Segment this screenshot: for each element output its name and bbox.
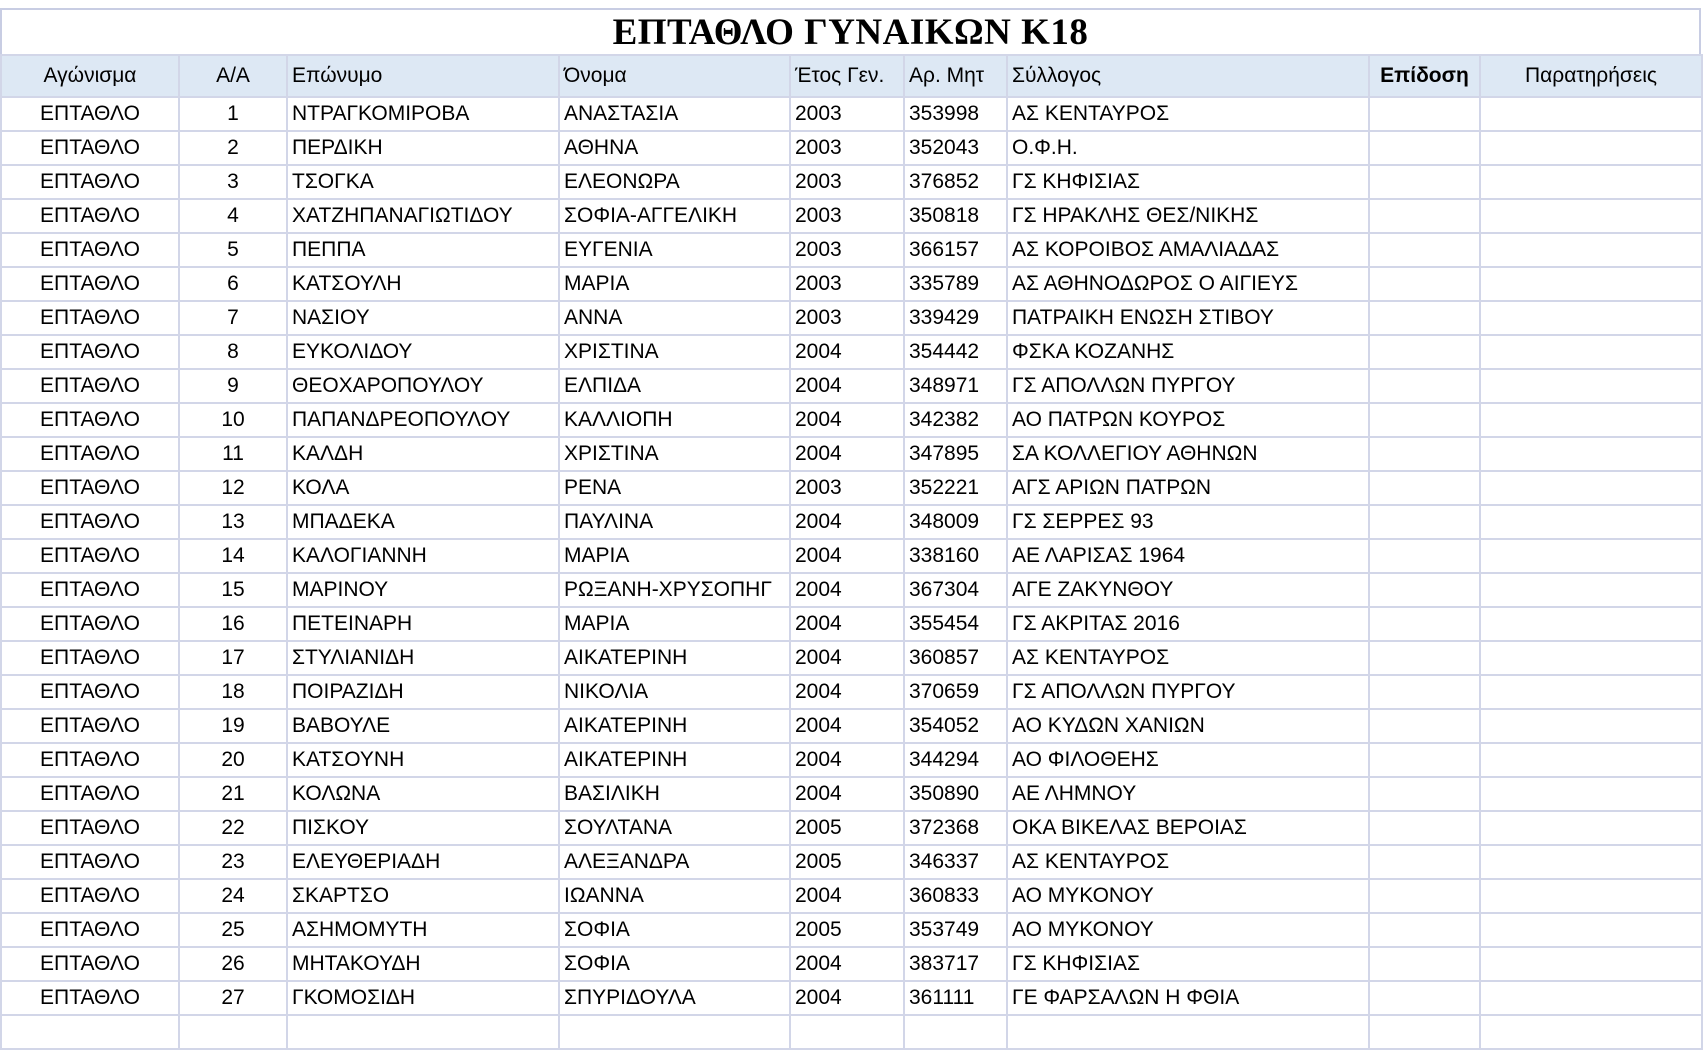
header-event[interactable]: Αγώνισμα bbox=[1, 55, 179, 97]
cell-notes[interactable] bbox=[1480, 505, 1702, 539]
cell-year[interactable]: 2004 bbox=[790, 947, 904, 981]
cell-club[interactable]: ΓΣ ΑΚΡΙΤΑΣ 2016 bbox=[1007, 607, 1369, 641]
cell-surname[interactable]: ΧΑΤΖΗΠΑΝΑΓΙΩΤΙΔΟΥ bbox=[287, 199, 559, 233]
cell-year[interactable]: 2004 bbox=[790, 879, 904, 913]
cell-notes[interactable] bbox=[1480, 641, 1702, 675]
cell-surname[interactable]: ΠΑΠΑΝΔΡΕΟΠΟΥΛΟΥ bbox=[287, 403, 559, 437]
cell-no[interactable]: 18 bbox=[179, 675, 287, 709]
table-row bbox=[1, 301, 1702, 335]
cell-event[interactable]: ΕΠΤΑΘΛΟ bbox=[1, 777, 179, 811]
cell-surname[interactable]: ΤΣΟΓΚΑ bbox=[287, 165, 559, 199]
table-row bbox=[1, 369, 1702, 403]
cell-notes[interactable] bbox=[1480, 335, 1702, 369]
cell-name[interactable]: ΑΝΝΑ bbox=[559, 301, 790, 335]
cell-result[interactable] bbox=[1369, 233, 1480, 267]
cell-no[interactable]: 11 bbox=[179, 437, 287, 471]
cell-name[interactable]: ΜΑΡΙΑ bbox=[559, 267, 790, 301]
cell-result[interactable] bbox=[1369, 709, 1480, 743]
cell-club[interactable]: ΓΕ ΦΑΡΣΑΛΩΝ Η ΦΘΙΑ bbox=[1007, 981, 1369, 1015]
cell-result[interactable] bbox=[1369, 369, 1480, 403]
cell-club[interactable]: ΑΟ ΚΥΔΩΝ ΧΑΝΙΩΝ bbox=[1007, 709, 1369, 743]
cell-reg[interactable]: 344294 bbox=[904, 743, 1007, 777]
cell-club[interactable]: ΠΑΤΡΑΙΚΗ ΕΝΩΣΗ ΣΤΙΒΟΥ bbox=[1007, 301, 1369, 335]
cell-name[interactable] bbox=[559, 1015, 790, 1049]
cell-year[interactable]: 2004 bbox=[790, 777, 904, 811]
cell-event[interactable]: ΕΠΤΑΘΛΟ bbox=[1, 199, 179, 233]
cell-surname[interactable]: ΝΑΣΙΟΥ bbox=[287, 301, 559, 335]
cell-club[interactable]: ΑΟ ΜΥΚΟΝΟΥ bbox=[1007, 879, 1369, 913]
cell-no[interactable]: 8 bbox=[179, 335, 287, 369]
cell-surname[interactable]: ΚΑΛΔΗ bbox=[287, 437, 559, 471]
cell-event[interactable]: ΕΠΤΑΘΛΟ bbox=[1, 301, 179, 335]
cell-result[interactable] bbox=[1369, 913, 1480, 947]
cell-club[interactable]: ΓΣ ΚΗΦΙΣΙΑΣ bbox=[1007, 947, 1369, 981]
cell-name[interactable]: ΧΡΙΣΤΙΝΑ bbox=[559, 437, 790, 471]
cell-notes[interactable] bbox=[1480, 913, 1702, 947]
cell-reg[interactable]: 350818 bbox=[904, 199, 1007, 233]
cell-club[interactable]: ΑΓΣ ΑΡΙΩΝ ΠΑΤΡΩΝ bbox=[1007, 471, 1369, 505]
cell-notes[interactable] bbox=[1480, 267, 1702, 301]
cell-event[interactable]: ΕΠΤΑΘΛΟ bbox=[1, 743, 179, 777]
cell-surname[interactable]: ΠΟΙΡΑΖΙΔΗ bbox=[287, 675, 559, 709]
cell-notes[interactable] bbox=[1480, 539, 1702, 573]
cell-result[interactable] bbox=[1369, 335, 1480, 369]
cell-surname[interactable]: ΑΣΗΜΟΜΥΤΗ bbox=[287, 913, 559, 947]
table-row bbox=[1, 913, 1702, 947]
table-row bbox=[1, 1015, 1702, 1049]
cell-year[interactable]: 2003 bbox=[790, 471, 904, 505]
table-row bbox=[1, 539, 1702, 573]
cell-surname[interactable]: ΓΚΟΜΟΣΙΔΗ bbox=[287, 981, 559, 1015]
cell-surname[interactable]: ΚΑΤΣΟΥΝΗ bbox=[287, 743, 559, 777]
cell-notes[interactable] bbox=[1480, 777, 1702, 811]
cell-notes[interactable] bbox=[1480, 199, 1702, 233]
sheet-title[interactable]: ΕΠΤΑΘΛΟ ΓΥΝΑΙΚΩΝ Κ18 bbox=[0, 8, 1701, 54]
cell-event[interactable]: ΕΠΤΑΘΛΟ bbox=[1, 845, 179, 879]
cell-name[interactable]: ΣΠΥΡΙΔΟΥΛΑ bbox=[559, 981, 790, 1015]
cell-surname[interactable]: ΚΟΛΩΝΑ bbox=[287, 777, 559, 811]
cell-no[interactable]: 16 bbox=[179, 607, 287, 641]
cell-name[interactable]: ΧΡΙΣΤΙΝΑ bbox=[559, 335, 790, 369]
cell-notes[interactable] bbox=[1480, 471, 1702, 505]
cell-name[interactable]: ΡΕΝΑ bbox=[559, 471, 790, 505]
cell-year[interactable]: 2005 bbox=[790, 913, 904, 947]
cell-year[interactable]: 2003 bbox=[790, 301, 904, 335]
cell-name[interactable]: ΕΛΠΙΔΑ bbox=[559, 369, 790, 403]
cell-no[interactable]: 5 bbox=[179, 233, 287, 267]
table-row bbox=[1, 879, 1702, 913]
cell-year[interactable]: 2004 bbox=[790, 675, 904, 709]
cell-event[interactable]: ΕΠΤΑΘΛΟ bbox=[1, 335, 179, 369]
table-row bbox=[1, 573, 1702, 607]
cell-name[interactable]: ΜΑΡΙΑ bbox=[559, 607, 790, 641]
cell-name[interactable]: ΚΑΛΛΙΟΠΗ bbox=[559, 403, 790, 437]
cell-notes[interactable] bbox=[1480, 97, 1702, 131]
cell-notes[interactable] bbox=[1480, 1015, 1702, 1049]
cell-name[interactable]: ΣΟΦΙΑ bbox=[559, 947, 790, 981]
cell-notes[interactable] bbox=[1480, 743, 1702, 777]
cell-no[interactable]: 12 bbox=[179, 471, 287, 505]
cell-no[interactable]: 13 bbox=[179, 505, 287, 539]
table-row bbox=[1, 981, 1702, 1015]
cell-club[interactable]: ΑΟ ΦΙΛΟΘΕΗΣ bbox=[1007, 743, 1369, 777]
cell-reg[interactable]: 370659 bbox=[904, 675, 1007, 709]
cell-reg[interactable]: 335789 bbox=[904, 267, 1007, 301]
cell-notes[interactable] bbox=[1480, 165, 1702, 199]
cell-event[interactable]: ΕΠΤΑΘΛΟ bbox=[1, 471, 179, 505]
cell-no[interactable]: 26 bbox=[179, 947, 287, 981]
cell-no[interactable]: 27 bbox=[179, 981, 287, 1015]
cell-result[interactable] bbox=[1369, 505, 1480, 539]
cell-result[interactable] bbox=[1369, 675, 1480, 709]
header-no[interactable]: Α/Α bbox=[179, 55, 287, 97]
cell-surname[interactable]: ΕΥΚΟΛΙΔΟΥ bbox=[287, 335, 559, 369]
header-name[interactable]: Όνομα bbox=[559, 55, 790, 97]
cell-reg[interactable]: 360833 bbox=[904, 879, 1007, 913]
cell-no[interactable]: 15 bbox=[179, 573, 287, 607]
table-row bbox=[1, 97, 1702, 131]
cell-surname[interactable]: ΠΕΠΠΑ bbox=[287, 233, 559, 267]
header-reg[interactable]: Αρ. Μητ bbox=[904, 55, 1007, 97]
cell-notes[interactable] bbox=[1480, 301, 1702, 335]
cell-club[interactable]: ΓΣ ΣΕΡΡΕΣ 93 bbox=[1007, 505, 1369, 539]
cell-event[interactable]: ΕΠΤΑΘΛΟ bbox=[1, 709, 179, 743]
cell-reg[interactable]: 367304 bbox=[904, 573, 1007, 607]
cell-reg[interactable]: 348009 bbox=[904, 505, 1007, 539]
cell-notes[interactable] bbox=[1480, 573, 1702, 607]
cell-event[interactable]: ΕΠΤΑΘΛΟ bbox=[1, 437, 179, 471]
cell-year[interactable]: 2004 bbox=[790, 437, 904, 471]
cell-result[interactable] bbox=[1369, 267, 1480, 301]
cell-reg[interactable]: 352043 bbox=[904, 131, 1007, 165]
cell-notes[interactable] bbox=[1480, 675, 1702, 709]
cell-result[interactable] bbox=[1369, 131, 1480, 165]
cell-surname[interactable] bbox=[287, 1015, 559, 1049]
table-row bbox=[1, 641, 1702, 675]
entries-table bbox=[0, 54, 1703, 1050]
cell-no[interactable]: 10 bbox=[179, 403, 287, 437]
cell-notes[interactable] bbox=[1480, 947, 1702, 981]
cell-year[interactable]: 2004 bbox=[790, 335, 904, 369]
table-row bbox=[1, 505, 1702, 539]
cell-notes[interactable] bbox=[1480, 403, 1702, 437]
cell-name[interactable]: ΒΑΣΙΛΙΚΗ bbox=[559, 777, 790, 811]
table-row bbox=[1, 267, 1702, 301]
cell-name[interactable]: ΑΛΕΞΑΝΔΡΑ bbox=[559, 845, 790, 879]
cell-club[interactable]: ΓΣ ΗΡΑΚΛΗΣ ΘΕΣ/ΝΙΚΗΣ bbox=[1007, 199, 1369, 233]
cell-club[interactable]: ΑΓΕ ΖΑΚΥΝΘΟΥ bbox=[1007, 573, 1369, 607]
cell-result[interactable] bbox=[1369, 403, 1480, 437]
cell-surname[interactable]: ΚΟΛΑ bbox=[287, 471, 559, 505]
cell-notes[interactable] bbox=[1480, 981, 1702, 1015]
cell-reg[interactable]: 366157 bbox=[904, 233, 1007, 267]
cell-no[interactable]: 20 bbox=[179, 743, 287, 777]
cell-event[interactable]: ΕΠΤΑΘΛΟ bbox=[1, 369, 179, 403]
cell-club[interactable]: ΑΟ ΜΥΚΟΝΟΥ bbox=[1007, 913, 1369, 947]
cell-name[interactable]: ΠΑΥΛΙΝΑ bbox=[559, 505, 790, 539]
cell-result[interactable] bbox=[1369, 471, 1480, 505]
cell-result[interactable] bbox=[1369, 811, 1480, 845]
cell-notes[interactable] bbox=[1480, 131, 1702, 165]
cell-notes[interactable] bbox=[1480, 811, 1702, 845]
cell-event[interactable]: ΕΠΤΑΘΛΟ bbox=[1, 607, 179, 641]
header-year[interactable]: Έτος Γεν. bbox=[790, 55, 904, 97]
table-row bbox=[1, 845, 1702, 879]
cell-club[interactable]: ΟΚΑ ΒΙΚΕΛΑΣ ΒΕΡΟΙΑΣ bbox=[1007, 811, 1369, 845]
cell-no[interactable]: 7 bbox=[179, 301, 287, 335]
cell-event[interactable]: ΕΠΤΑΘΛΟ bbox=[1, 913, 179, 947]
cell-result[interactable] bbox=[1369, 743, 1480, 777]
cell-surname[interactable]: ΜΠΑΔΕΚΑ bbox=[287, 505, 559, 539]
cell-notes[interactable] bbox=[1480, 709, 1702, 743]
cell-reg[interactable]: 352221 bbox=[904, 471, 1007, 505]
cell-surname[interactable]: ΘΕΟΧΑΡΟΠΟΥΛΟΥ bbox=[287, 369, 559, 403]
cell-no[interactable]: 24 bbox=[179, 879, 287, 913]
cell-year[interactable]: 2003 bbox=[790, 165, 904, 199]
cell-event[interactable]: ΕΠΤΑΘΛΟ bbox=[1, 573, 179, 607]
cell-name[interactable]: ΑΙΚΑΤΕΡΙΝΗ bbox=[559, 709, 790, 743]
cell-notes[interactable] bbox=[1480, 845, 1702, 879]
table-row bbox=[1, 709, 1702, 743]
table-row bbox=[1, 437, 1702, 471]
cell-club[interactable]: ΑΕ ΛΑΡΙΣΑΣ 1964 bbox=[1007, 539, 1369, 573]
cell-notes[interactable] bbox=[1480, 437, 1702, 471]
cell-result[interactable] bbox=[1369, 947, 1480, 981]
header-result[interactable]: Επίδοση bbox=[1369, 55, 1480, 97]
cell-club[interactable] bbox=[1007, 1015, 1369, 1049]
cell-notes[interactable] bbox=[1480, 607, 1702, 641]
cell-reg[interactable]: 348971 bbox=[904, 369, 1007, 403]
cell-year[interactable]: 2003 bbox=[790, 199, 904, 233]
cell-no[interactable]: 14 bbox=[179, 539, 287, 573]
cell-notes[interactable] bbox=[1480, 369, 1702, 403]
cell-result[interactable] bbox=[1369, 1015, 1480, 1049]
table-row bbox=[1, 777, 1702, 811]
cell-event[interactable]: ΕΠΤΑΘΛΟ bbox=[1, 267, 179, 301]
cell-surname[interactable]: ΕΛΕΥΘΕΡΙΑΔΗ bbox=[287, 845, 559, 879]
cell-year[interactable]: 2005 bbox=[790, 811, 904, 845]
cell-year[interactable]: 2004 bbox=[790, 403, 904, 437]
cell-no[interactable]: 25 bbox=[179, 913, 287, 947]
cell-name[interactable]: ΣΟΦΙΑ-ΑΓΓΕΛΙΚΗ bbox=[559, 199, 790, 233]
cell-event[interactable]: ΕΠΤΑΘΛΟ bbox=[1, 165, 179, 199]
cell-reg[interactable]: 353749 bbox=[904, 913, 1007, 947]
cell-reg[interactable] bbox=[904, 1015, 1007, 1049]
cell-year[interactable]: 2004 bbox=[790, 539, 904, 573]
cell-result[interactable] bbox=[1369, 199, 1480, 233]
cell-notes[interactable] bbox=[1480, 879, 1702, 913]
cell-result[interactable] bbox=[1369, 777, 1480, 811]
cell-event[interactable]: ΕΠΤΑΘΛΟ bbox=[1, 879, 179, 913]
cell-result[interactable] bbox=[1369, 301, 1480, 335]
cell-reg[interactable]: 342382 bbox=[904, 403, 1007, 437]
cell-result[interactable] bbox=[1369, 641, 1480, 675]
cell-surname[interactable]: ΜΑΡΙΝΟΥ bbox=[287, 573, 559, 607]
cell-surname[interactable]: ΣΤΥΛΙΑΝΙΔΗ bbox=[287, 641, 559, 675]
cell-no[interactable]: 1 bbox=[179, 97, 287, 131]
cell-event[interactable]: ΕΠΤΑΘΛΟ bbox=[1, 811, 179, 845]
cell-surname[interactable]: ΝΤΡΑΓΚΟΜΙΡΟΒΑ bbox=[287, 97, 559, 131]
cell-event[interactable]: ΕΠΤΑΘΛΟ bbox=[1, 539, 179, 573]
cell-reg[interactable]: 376852 bbox=[904, 165, 1007, 199]
cell-event[interactable] bbox=[1, 1015, 179, 1049]
cell-surname[interactable]: ΜΗΤΑΚΟΥΔΗ bbox=[287, 947, 559, 981]
cell-no[interactable]: 2 bbox=[179, 131, 287, 165]
header-notes[interactable]: Παρατηρήσεις bbox=[1480, 55, 1702, 97]
cell-name[interactable]: ΕΥΓΕΝΙΑ bbox=[559, 233, 790, 267]
cell-no[interactable]: 19 bbox=[179, 709, 287, 743]
cell-result[interactable] bbox=[1369, 165, 1480, 199]
cell-no[interactable]: 22 bbox=[179, 811, 287, 845]
cell-result[interactable] bbox=[1369, 879, 1480, 913]
cell-year[interactable]: 2004 bbox=[790, 607, 904, 641]
cell-club[interactable]: ΑΟ ΠΑΤΡΩΝ ΚΟΥΡΟΣ bbox=[1007, 403, 1369, 437]
cell-no[interactable]: 6 bbox=[179, 267, 287, 301]
cell-surname[interactable]: ΠΕΡΔΙΚΗ bbox=[287, 131, 559, 165]
cell-club[interactable]: ΑΣ ΚΕΝΤΑΥΡΟΣ bbox=[1007, 641, 1369, 675]
cell-year[interactable]: 2004 bbox=[790, 641, 904, 675]
table-row bbox=[1, 743, 1702, 777]
cell-year[interactable]: 2004 bbox=[790, 981, 904, 1015]
cell-year[interactable] bbox=[790, 1015, 904, 1049]
table-row bbox=[1, 335, 1702, 369]
cell-club[interactable]: ΑΣ ΚΟΡΟΙΒΟΣ ΑΜΑΛΙΑΔΑΣ bbox=[1007, 233, 1369, 267]
table-row bbox=[1, 607, 1702, 641]
cell-surname[interactable]: ΣΚΑΡΤΣΟ bbox=[287, 879, 559, 913]
cell-name[interactable]: ΑΙΚΑΤΕΡΙΝΗ bbox=[559, 743, 790, 777]
header-surname[interactable]: Επώνυμο bbox=[287, 55, 559, 97]
cell-name[interactable]: ΑΙΚΑΤΕΡΙΝΗ bbox=[559, 641, 790, 675]
table-row bbox=[1, 403, 1702, 437]
cell-notes[interactable] bbox=[1480, 233, 1702, 267]
cell-result[interactable] bbox=[1369, 981, 1480, 1015]
cell-name[interactable]: ΣΟΥΛΤΑΝΑ bbox=[559, 811, 790, 845]
cell-name[interactable]: ΡΩΞΑΝΗ-ΧΡΥΣΟΠΗΓ bbox=[559, 573, 790, 607]
cell-result[interactable] bbox=[1369, 607, 1480, 641]
cell-reg[interactable]: 347895 bbox=[904, 437, 1007, 471]
cell-event[interactable]: ΕΠΤΑΘΛΟ bbox=[1, 403, 179, 437]
header-club[interactable]: Σύλλογος bbox=[1007, 55, 1369, 97]
cell-year[interactable]: 2005 bbox=[790, 845, 904, 879]
cell-event[interactable]: ΕΠΤΑΘΛΟ bbox=[1, 981, 179, 1015]
cell-no[interactable]: 21 bbox=[179, 777, 287, 811]
cell-year[interactable]: 2004 bbox=[790, 709, 904, 743]
cell-name[interactable]: ΑΝΑΣΤΑΣΙΑ bbox=[559, 97, 790, 131]
cell-no[interactable]: 9 bbox=[179, 369, 287, 403]
cell-reg[interactable]: 372368 bbox=[904, 811, 1007, 845]
cell-reg[interactable]: 339429 bbox=[904, 301, 1007, 335]
table-row bbox=[1, 131, 1702, 165]
cell-year[interactable]: 2003 bbox=[790, 131, 904, 165]
cell-reg[interactable]: 360857 bbox=[904, 641, 1007, 675]
cell-reg[interactable]: 361111 bbox=[904, 981, 1007, 1015]
cell-no[interactable]: 17 bbox=[179, 641, 287, 675]
cell-reg[interactable]: 338160 bbox=[904, 539, 1007, 573]
cell-year[interactable]: 2003 bbox=[790, 97, 904, 131]
cell-year[interactable]: 2004 bbox=[790, 505, 904, 539]
cell-club[interactable]: ΓΣ ΚΗΦΙΣΙΑΣ bbox=[1007, 165, 1369, 199]
cell-event[interactable]: ΕΠΤΑΘΛΟ bbox=[1, 505, 179, 539]
table-row bbox=[1, 165, 1702, 199]
cell-result[interactable] bbox=[1369, 437, 1480, 471]
cell-surname[interactable]: ΚΑΛΟΓΙΑΝΝΗ bbox=[287, 539, 559, 573]
cell-club[interactable]: ΦΣΚΑ ΚΟΖΑΝΗΣ bbox=[1007, 335, 1369, 369]
spreadsheet bbox=[0, 8, 1701, 1050]
cell-no[interactable]: 4 bbox=[179, 199, 287, 233]
table-row bbox=[1, 199, 1702, 233]
cell-club[interactable]: ΣΑ ΚΟΛΛΕΓΙΟΥ ΑΘΗΝΩΝ bbox=[1007, 437, 1369, 471]
cell-name[interactable]: ΕΛΕΟΝΩΡΑ bbox=[559, 165, 790, 199]
cell-club[interactable]: ΑΣ ΚΕΝΤΑΥΡΟΣ bbox=[1007, 97, 1369, 131]
cell-year[interactable]: 2003 bbox=[790, 233, 904, 267]
cell-no[interactable]: 3 bbox=[179, 165, 287, 199]
table-row bbox=[1, 233, 1702, 267]
cell-surname[interactable]: ΠΕΤΕΙΝΑΡΗ bbox=[287, 607, 559, 641]
cell-reg[interactable]: 346337 bbox=[904, 845, 1007, 879]
table-row bbox=[1, 471, 1702, 505]
cell-result[interactable] bbox=[1369, 845, 1480, 879]
cell-event[interactable]: ΕΠΤΑΘΛΟ bbox=[1, 641, 179, 675]
cell-surname[interactable]: ΒΑΒΟΥΛΕ bbox=[287, 709, 559, 743]
cell-reg[interactable]: 355454 bbox=[904, 607, 1007, 641]
cell-reg[interactable]: 350890 bbox=[904, 777, 1007, 811]
cell-name[interactable]: ΜΑΡΙΑ bbox=[559, 539, 790, 573]
cell-event[interactable]: ΕΠΤΑΘΛΟ bbox=[1, 97, 179, 131]
cell-name[interactable]: ΣΟΦΙΑ bbox=[559, 913, 790, 947]
header-row bbox=[1, 55, 1702, 97]
cell-reg[interactable]: 354052 bbox=[904, 709, 1007, 743]
cell-event[interactable]: ΕΠΤΑΘΛΟ bbox=[1, 675, 179, 709]
cell-result[interactable] bbox=[1369, 573, 1480, 607]
cell-event[interactable]: ΕΠΤΑΘΛΟ bbox=[1, 947, 179, 981]
cell-reg[interactable]: 354442 bbox=[904, 335, 1007, 369]
cell-reg[interactable]: 383717 bbox=[904, 947, 1007, 981]
cell-year[interactable]: 2004 bbox=[790, 743, 904, 777]
cell-year[interactable]: 2004 bbox=[790, 573, 904, 607]
cell-result[interactable] bbox=[1369, 97, 1480, 131]
cell-club[interactable]: ΑΣ ΚΕΝΤΑΥΡΟΣ bbox=[1007, 845, 1369, 879]
cell-surname[interactable]: ΠΙΣΚΟΥ bbox=[287, 811, 559, 845]
cell-event[interactable]: ΕΠΤΑΘΛΟ bbox=[1, 233, 179, 267]
cell-name[interactable]: ΝΙΚΟΛΙΑ bbox=[559, 675, 790, 709]
cell-surname[interactable]: ΚΑΤΣΟΥΛΗ bbox=[287, 267, 559, 301]
cell-no[interactable]: 23 bbox=[179, 845, 287, 879]
cell-club[interactable]: ΑΣ ΑΘΗΝΟΔΩΡΟΣ Ο ΑΙΓΙΕΥΣ bbox=[1007, 267, 1369, 301]
cell-reg[interactable]: 353998 bbox=[904, 97, 1007, 131]
cell-result[interactable] bbox=[1369, 539, 1480, 573]
table-row bbox=[1, 675, 1702, 709]
table-row bbox=[1, 947, 1702, 981]
cell-year[interactable]: 2003 bbox=[790, 267, 904, 301]
cell-event[interactable]: ΕΠΤΑΘΛΟ bbox=[1, 131, 179, 165]
cell-club[interactable]: ΑΕ ΛΗΜΝΟΥ bbox=[1007, 777, 1369, 811]
table-row bbox=[1, 811, 1702, 845]
cell-name[interactable]: ΙΩΑΝΝΑ bbox=[559, 879, 790, 913]
cell-club[interactable]: ΓΣ ΑΠΟΛΛΩΝ ΠΥΡΓΟΥ bbox=[1007, 369, 1369, 403]
cell-club[interactable]: ΓΣ ΑΠΟΛΛΩΝ ΠΥΡΓΟΥ bbox=[1007, 675, 1369, 709]
cell-club[interactable]: Ο.Φ.Η. bbox=[1007, 131, 1369, 165]
cell-no[interactable] bbox=[179, 1015, 287, 1049]
cell-year[interactable]: 2004 bbox=[790, 369, 904, 403]
cell-name[interactable]: ΑΘΗΝΑ bbox=[559, 131, 790, 165]
